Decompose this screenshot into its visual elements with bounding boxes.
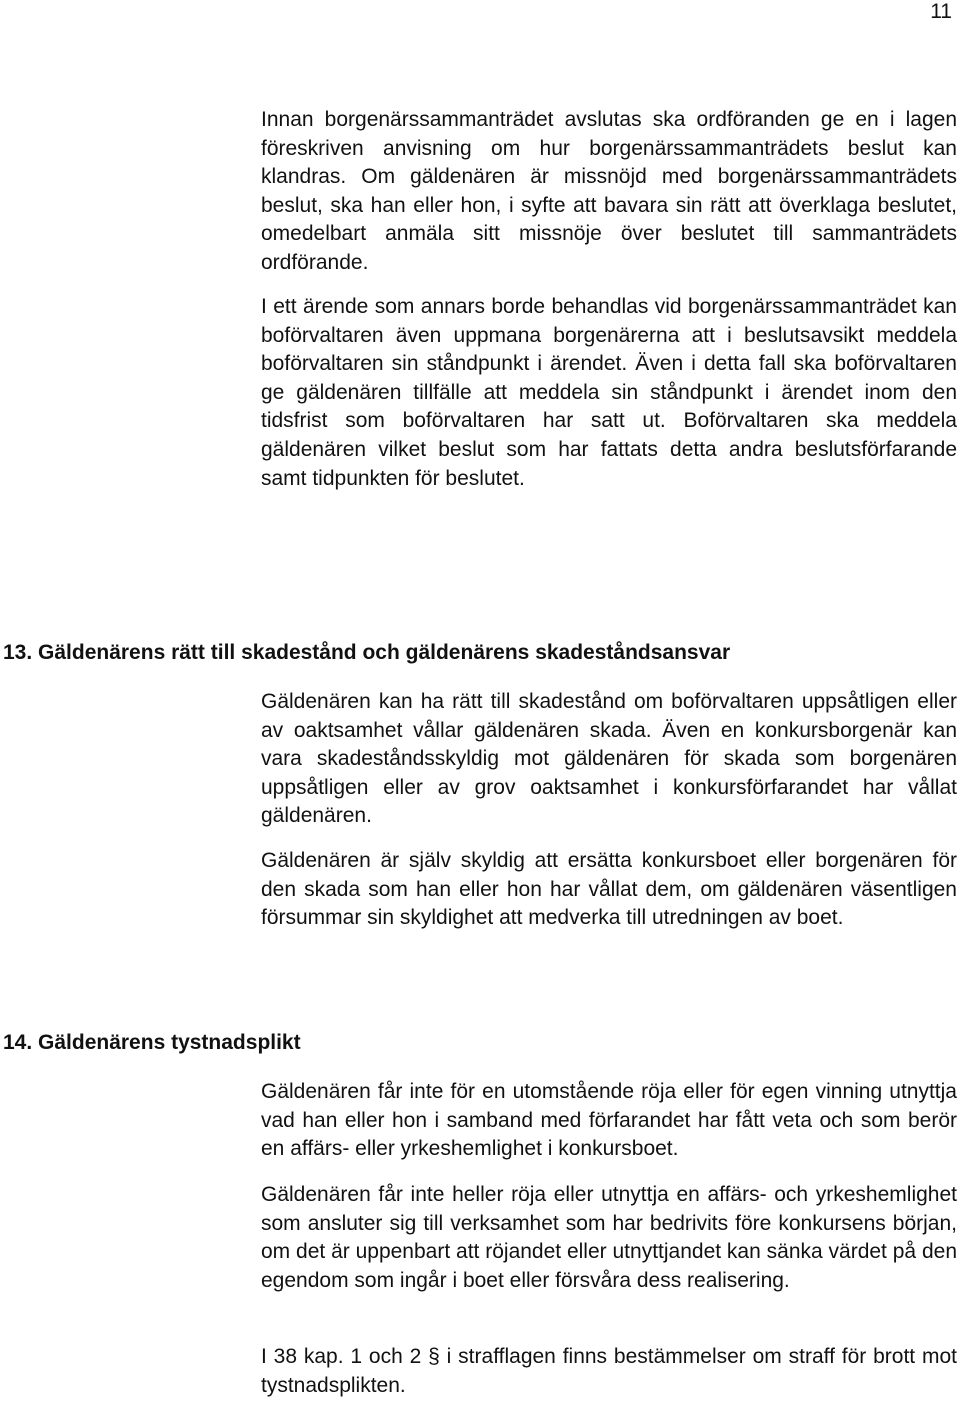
section-13-heading: 13. Gäldenärens rätt till skadestånd och gäldenärens skadeståndsansvar [3, 641, 731, 664]
page-number: 11 [930, 0, 952, 23]
paragraph-trade-secrets: Gäldenären får inte heller röja eller utnyttja en affärs- och yrkeshemlighet som ansluter sig till verksamhet som har bedrivits före konkursens början, om det är uppenbart att röjandet eller utnyttjandet kan sänka värdet på den egendom som ingår i boet eller försvåra dess realisering. [261, 1183, 957, 1292]
paragraph-penal-code-reference: I 38 kap. 1 och 2 § i strafflagen finns bestämmelser om straff för brott mot tystnadsplikten. [261, 1345, 957, 1397]
paragraph-creditors-meeting-appeal: Innan borgenärssammanträdet avslutas ska ordföranden ge en i lagen föreskriven anvisning om hur borgenärssammanträdets beslut kan klandras. Om gäldenären är missnöjd med borgenärssammanträdets beslut, ska han eller hon, i syfte att bavara sin rätt att överklaga beslutet, omedelbart anmäla sitt missnöje över beslutet till sammanträdets ordförande. [261, 108, 957, 274]
paragraph-damages-right: Gäldenären kan ha rätt till skadestånd om boförvaltaren uppsåtligen eller av oaktsamhet vållar gäldenären skada. Även en konkursborgenär kan vara skadeståndsskyldig mot gäldenären för skada som borgenären uppsåtligen eller av grov oaktsamhet i konkursförfarandet har vållat gäldenären. [261, 690, 957, 828]
paragraph-debtor-liability: Gäldenären är själv skyldig att ersätta konkursboet eller borgenären för den skada som han eller hon har vållat dem, om gäldenären väsentligen försummar sin skyldighet att medverka till utredningen av boet. [261, 849, 957, 930]
section-14-heading: 14. Gäldenärens tystnadsplikt [3, 1031, 301, 1054]
paragraph-confidentiality-outsiders: Gäldenären får inte för en utomstående röja eller för egen vinning utnyttja vad han eller hon i samband med förfarandet har fått veta och som berör en affärs- eller yrkeshemlighet i konkursboet. [261, 1080, 957, 1161]
paragraph-written-procedure: I ett ärende som annars borde behandlas vid borgenärssammanträdet kan boförvaltaren även uppmana borgenärerna att i beslutsavsikt meddela boförvaltaren sin ståndpunkt i ärendet. Även i detta fall ska boförvaltaren ge gäldenären tillfälle att meddela sin ståndpunkt i ärendet inom den tidsfrist som boförvaltaren har satt ut. Boförvaltaren ska meddela gäldenären vilket beslut som har fattats detta andra beslutsförfarande samt tidpunkten för beslutet. [261, 295, 957, 490]
